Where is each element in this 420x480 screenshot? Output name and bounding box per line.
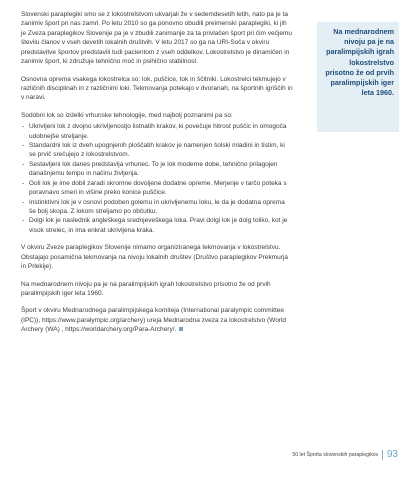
competition-paragraph: V okviru Zveze paraplegikov Slovenije nimamo organiziranega tekmovanja v lokostrelstvu. Obstajajo posamična tekmovanja na nivoju lokalnih društev (Društvo paraplegikov Prekmurja in Prlekije). (21, 244, 288, 271)
pull-quote-text: Na mednarodnem nivoju pa je na paralimpijskih igrah lokostrelstvo prisotno že od prvih paralimpijskih iger leta 1960. (325, 27, 394, 98)
international-paragraph: Na mednarodnem nivoju pa je na paralimpijskih igrah lokostrelstvo prisotno že od prvih paralimpijskih iger leta 1960. (21, 280, 271, 297)
main-text-column (21, 10, 293, 343)
footer-title: 50 let Športa slovenskih paraplegikov (292, 451, 379, 458)
ipc-paragraph-text: Šport v okviru Mednarodnega paralimpijskega komiteja (International paralympic committee (IPC)), https://www.paralympic.org/archery) ureja Mednarodna zveza za lokostrelstvo (World Archery (WA) , https://worldarchery.org/Para-Archery/. (21, 307, 287, 334)
list-item: - Dolgi lok je naslednik angleškega srednjeveškega loka. Pravi dolgi lok je dolg toliko, kot je visok strelec, in ima enkrat ukrivljena kraka. (21, 216, 293, 235)
equipment-paragraph: Osnovna oprema vsakega lokostrelca so: lok, puščice, tok in ščitniki. Lokostrelci tekmujejo v različnih disciplinah in z različnimi loki. Tekmovanja potekajo v dvoranah, na športnih igriščih in v naravi. (21, 75, 293, 102)
bow-types-intro: Sodobni lok so izdelki vrhunske tehnologije, med najbolj poznanimi pa so: (21, 111, 233, 119)
page-footer (292, 449, 398, 460)
footer-divider (382, 450, 383, 460)
intro-paragraph: Slovenski paraplegiki smo se z lokostrelstvom ukvarjali že v sedemdesetih letih, nato pa je ta zanimiv šport pri nas zamrl. Po letu 2010 so ga ponovno obudili preimenski paraplegiki, ki jih je Zveza paraplegikov Slovenije pa je v zbudili zanimanje za ta privlačen šport pri čim večjemu številu članov v vseh devetih lokalnih društvih. V letu 2017 so ga na URI-Soča v okviru predstavitve športov predstavili tudi pacientom z vseh oddelkov. Lokostrelstvo je dinamičen in zanimiv šport, ki združuje tehnično moč in psihično stabilnost. (21, 11, 292, 66)
end-mark-icon (179, 327, 183, 331)
list-item: - Goli lok je ime dobil zaradi skromne dovoljene dodatne opreme. Merjenje v tarčo poteka s poravnavo smeri in višine preko konice puščice. (21, 179, 293, 198)
bow-types-list (21, 122, 293, 235)
pull-quote-box (317, 22, 399, 132)
ipc-paragraph (21, 306, 293, 334)
list-item: - Sestavljeni lok danes predstavlja vrhunec. To je lok moderne dobe, tehnično prilagojen današnjemu tempu in načinu življenja. (21, 160, 293, 179)
list-item: - Standardni lok iz dveh upognjenih ploščatih krakov je namenjen šolski mladini in tistim, ki se prvič srečujejo z lokostrelstvom. (21, 141, 293, 160)
list-item: - Instinktivni lok je v osnovi podoben golemu in ukrivljenemu loku, le da je dodatna oprema še bolj skopa. Z lokom streljamo po občutku. (21, 198, 293, 217)
list-item: - Ukrivljeni lok z dvojno ukrivljenostjo listnatih krakov, ki povečuje hitrost puščic in omogoča udobnejše streljanje. (21, 122, 293, 141)
page-number: 93 (386, 449, 398, 460)
